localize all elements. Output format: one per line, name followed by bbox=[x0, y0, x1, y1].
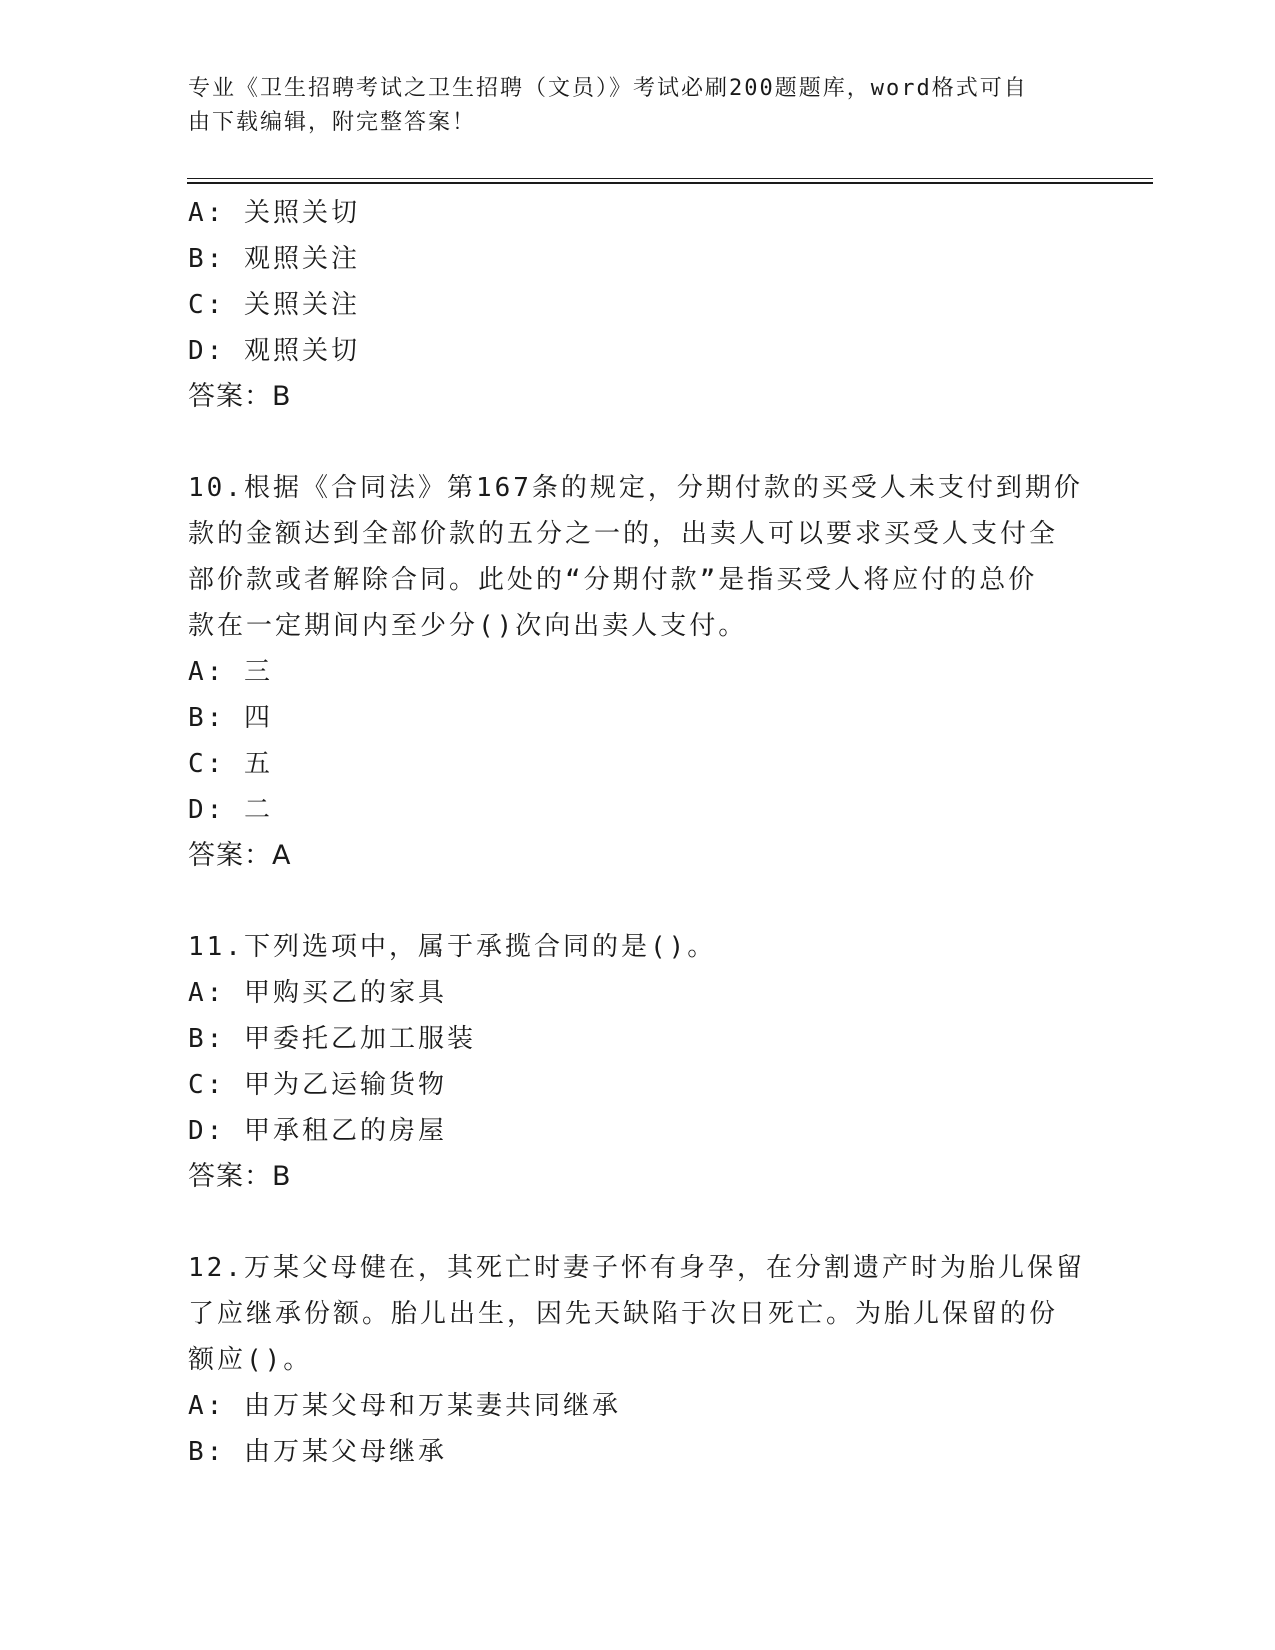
option-d: D: 二 bbox=[188, 795, 273, 825]
question-text: 12.万某父母健在，其死亡时妻子怀有身孕，在分割遗产时为胎儿保留 bbox=[188, 1253, 1085, 1283]
question-10 bbox=[188, 465, 1088, 879]
question-text: 款在一定期间内至少分()次向出卖人支付。 bbox=[188, 611, 748, 641]
option-b: B: 观照关注 bbox=[188, 244, 360, 274]
answer: 答案：A bbox=[188, 840, 292, 871]
question-11 bbox=[188, 924, 1088, 1200]
question-text: 了应继承份额。胎儿出生，因先天缺陷于次日死亡。为胎儿保留的份 bbox=[188, 1299, 1059, 1329]
question-text: 额应()。 bbox=[188, 1345, 313, 1375]
question-list bbox=[188, 190, 1088, 1475]
option-b: B: 由万某父母继承 bbox=[188, 1437, 447, 1467]
option-d: D: 观照关切 bbox=[188, 336, 360, 366]
option-a: A: 关照关切 bbox=[188, 198, 360, 228]
header-rule-thin bbox=[187, 178, 1153, 179]
header-line-1: 专业《卫生招聘考试之卫生招聘（文员）》考试必刷200题题库，word格式可自 bbox=[188, 76, 1028, 101]
question-text: 款的金额达到全部价款的五分之一的，出卖人可以要求买受人支付全 bbox=[188, 519, 1059, 549]
question-text: 部价款或者解除合同。此处的“分期付款”是指买受人将应付的总价 bbox=[188, 565, 1038, 595]
question-9 bbox=[188, 190, 1088, 420]
option-c: C: 关照关注 bbox=[188, 290, 360, 320]
question-text: 10.根据《合同法》第167条的规定，分期付款的买受人未支付到期价 bbox=[188, 473, 1083, 503]
option-c: C: 五 bbox=[188, 749, 273, 779]
question-text: 11.下列选项中，属于承揽合同的是()。 bbox=[188, 932, 717, 962]
option-c: C: 甲为乙运输货物 bbox=[188, 1070, 447, 1100]
spacer bbox=[188, 879, 1088, 924]
option-a: A: 三 bbox=[188, 657, 273, 687]
document-header bbox=[188, 72, 1068, 140]
question-12 bbox=[188, 1245, 1088, 1475]
option-b: B: 四 bbox=[188, 703, 273, 733]
option-a: A: 由万某父母和万某妻共同继承 bbox=[188, 1391, 621, 1421]
spacer bbox=[188, 1200, 1088, 1245]
header-line-2: 由下载编辑，附完整答案！ bbox=[188, 110, 477, 135]
header-rule-thick bbox=[187, 182, 1153, 184]
option-b: B: 甲委托乙加工服装 bbox=[188, 1024, 476, 1054]
answer: 答案：B bbox=[188, 381, 292, 412]
answer: 答案：B bbox=[188, 1161, 292, 1192]
option-a: A: 甲购买乙的家具 bbox=[188, 978, 447, 1008]
option-d: D: 甲承租乙的房屋 bbox=[188, 1116, 447, 1146]
spacer bbox=[188, 420, 1088, 465]
